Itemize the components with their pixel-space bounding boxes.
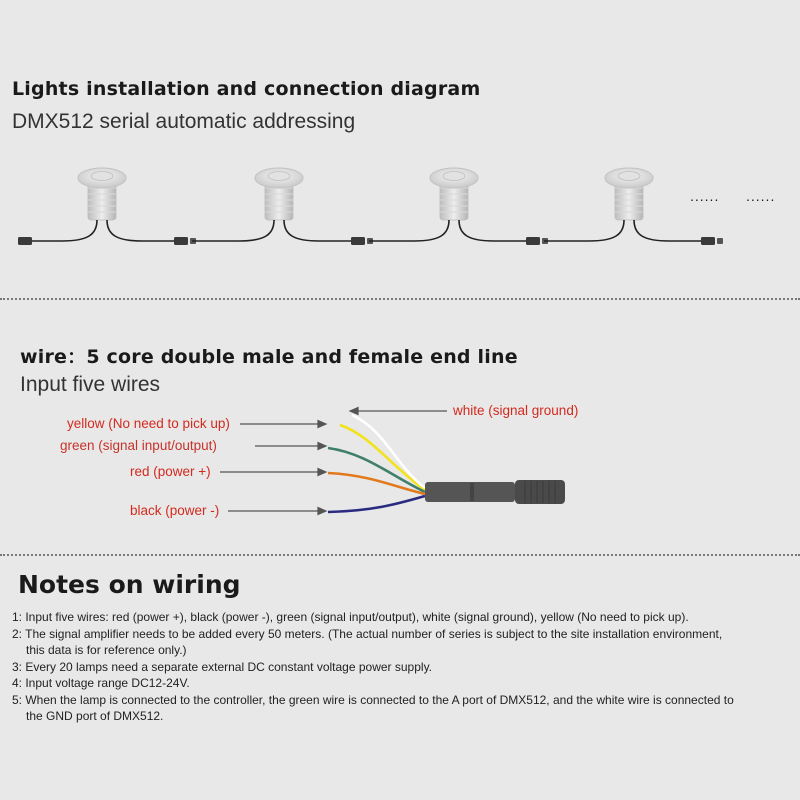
note-5 [12,692,797,725]
wire-label-black: black (power -) [130,503,220,518]
connector-female-icon [351,237,365,245]
cable-out-1 [107,220,182,241]
cable-out-3 [459,220,534,241]
lamp-3 [430,168,478,220]
wire-label-yellow: yellow (No need to pick up) [67,416,230,431]
notes-title: Notes on wiring [18,570,241,599]
cable-in-2 [192,220,274,241]
note-5-line1: 5: When the lamp is connected to the controller, the green wire is connected to the A port of DMX512, and the white wire is connected to [12,692,734,707]
connector-plug-icon [717,238,723,244]
section2-subtitle: Input five wires [20,373,161,396]
note-1-line1: 1: Input five wires: red (power +), black (power -), green (signal input/output), white (signal ground), yellow (No need to pick up). [12,610,689,624]
note-1 [12,609,797,626]
lamp-1 [78,168,126,220]
divider-2 [0,554,800,556]
connector-female-icon [701,237,715,245]
lights-chain-diagram [0,150,800,260]
section2-title: wire：5 core double male and female end line [20,346,518,368]
connector-female-icon [174,237,188,245]
cable-in-3 [369,220,449,241]
note-4-line1: 4: Input voltage range DC12-24V. [12,676,190,690]
note-5-line2: the GND port of DMX512. [26,709,164,723]
note-2-line1: 2: The signal amplifier needs to be added every 50 meters. (The actual number of series is subject to the site installation environment, [12,626,723,641]
wire-label-white: white (signal ground) [453,403,579,418]
note-2-line2: this data is for reference only.) [26,643,187,657]
section1-title: Lights installation and connection diagram [12,78,481,100]
note-4 [12,675,797,692]
divider-1 [0,298,800,300]
cable-in-4 [544,220,624,241]
section1-subtitle: DMX512 serial automatic addressing [12,110,356,133]
connector-female-icon [526,237,540,245]
ellipsis-1: ...... [690,188,720,204]
ellipsis-2: ...... [746,188,776,204]
cable-out-2 [284,220,359,241]
cable-in-1 [32,220,97,241]
lamp-4 [605,168,653,220]
note-3-line1: 3: Every 20 lamps need a separate external DC constant voltage power supply. [12,659,433,674]
cable-out-4 [634,220,709,241]
note-2 [12,626,797,659]
connector-male-icon [18,237,32,245]
notes-list [12,609,797,725]
wire-label-green: green (signal input/output) [60,438,217,453]
wire-label-red: red (power +) [130,464,211,479]
note-3 [12,659,797,676]
lamp-2 [255,168,303,220]
